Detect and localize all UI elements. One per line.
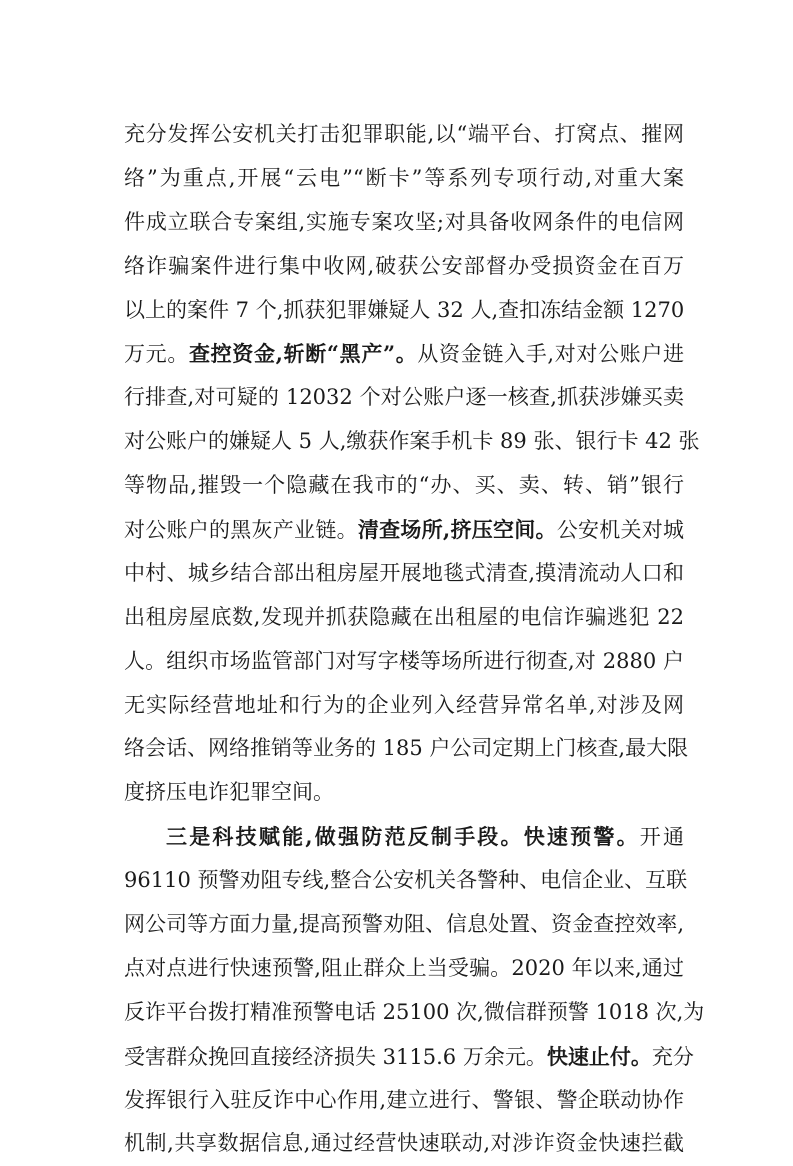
body-text: 等物品,摧毁一个隐藏在我市的“办、买、卖、转、销”银行: [124, 473, 684, 498]
body-text: 对公账户的嫌疑人 5 人,缴获作案手机卡 89 张、银行卡 42 张: [124, 429, 700, 454]
body-text: 充分发挥公安机关打击犯罪职能,以“端平台、打窝点、摧网: [124, 122, 684, 146]
bold-heading-text: 三是科技赋能,做强防范反制手段。快速预警。: [166, 824, 640, 850]
text-line: [124, 157, 684, 201]
body-text: 点对点进行快速预警,阻止群众上当受骗。2020 年以来,通过: [124, 955, 684, 980]
body-text: 以上的案件 7 个,抓获犯罪嫌疑人 32 人,查扣冻结金额 1270: [124, 297, 685, 322]
text-line: [124, 201, 684, 245]
body-text: 从资金链入手,对对公账户进: [417, 342, 684, 367]
body-text: 络诈骗案件进行集中收网,破获公安部督办受损资金在百万: [124, 253, 684, 278]
text-line: [124, 289, 684, 333]
body-text: 96110 预警劝阻专线,整合公安机关各警种、电信企业、互联: [124, 868, 688, 893]
text-line: [124, 640, 684, 684]
text-line: [124, 859, 688, 903]
body-text: 人。组织市场监管部门对写字楼等场所进行彻查,对 2880 户: [124, 648, 684, 673]
text-line: [124, 332, 684, 376]
text-line: [124, 1035, 694, 1079]
text-line: [124, 1122, 684, 1166]
bold-heading-text: 查控资金,斩断“黑产”。: [188, 341, 418, 367]
text-line: [124, 420, 700, 464]
body-text: 反诈平台拨打精准预警电话 25100 次,微信群预警 1018 次,为: [124, 999, 705, 1024]
bold-heading-text: 快速止付。: [546, 1043, 652, 1069]
text-line: [124, 464, 684, 508]
body-text: 络”为重点,开展“云电”“断卡”等系列专项行动,对重大案: [124, 165, 684, 190]
body-text: 开通: [639, 825, 685, 850]
body-text: 受害群众挽回直接经济损失 3115.6 万余元。: [124, 1044, 547, 1069]
text-line: [124, 771, 684, 815]
text-line: [124, 508, 684, 552]
text-line: [124, 113, 684, 157]
bold-heading-text: 清查场所,挤压空间。: [357, 517, 557, 543]
body-text: 件成立联合专案组,实施专案攻坚;对具备收网条件的电信网: [124, 209, 684, 234]
body-text: 络会话、网络推销等业务的 185 户公司定期上门核查,最大限: [124, 736, 689, 761]
body-text: 中村、城乡结合部出租房屋开展地毯式清查,摸清流动人口和: [124, 560, 684, 585]
body-text: 充分: [651, 1044, 694, 1069]
body-text: 网公司等方面力量,提高预警劝阻、信息处置、资金查控效率,: [124, 912, 684, 937]
text-line: [124, 376, 684, 420]
text-line: [124, 1079, 684, 1123]
text-line: [124, 552, 684, 596]
text-line: [124, 596, 684, 640]
body-text: 无实际经营地址和行为的企业列入经营异常名单,对涉及网: [124, 692, 684, 717]
text-line: [124, 991, 705, 1035]
body-text: 出租房屋底数,发现并抓获隐藏在出租屋的电信诈骗逃犯 22: [124, 604, 684, 629]
body-text: 发挥银行入驻反诈中心作用,建立进行、警银、警企联动协作: [124, 1087, 684, 1112]
body-text: 行排查,对可疑的 12032 个对公账户逐一核查,抓获涉嫌买卖: [124, 385, 684, 410]
body-text: 公安机关对城: [556, 518, 685, 543]
text-line: [124, 947, 684, 991]
body-text: 对公账户的黑灰产业链。: [124, 518, 358, 543]
text-line: [124, 245, 684, 289]
document-body: [124, 113, 705, 1166]
body-text: 机制,共享数据信息,通过经营快速联动,对涉诈资金快速拦截: [124, 1131, 684, 1156]
body-text: 度挤压电诈犯罪空间。: [124, 780, 334, 805]
text-line: [124, 727, 689, 771]
text-line: [124, 815, 684, 859]
text-line: [124, 903, 684, 947]
text-line: [124, 684, 684, 728]
body-text: 万元。: [124, 342, 189, 367]
